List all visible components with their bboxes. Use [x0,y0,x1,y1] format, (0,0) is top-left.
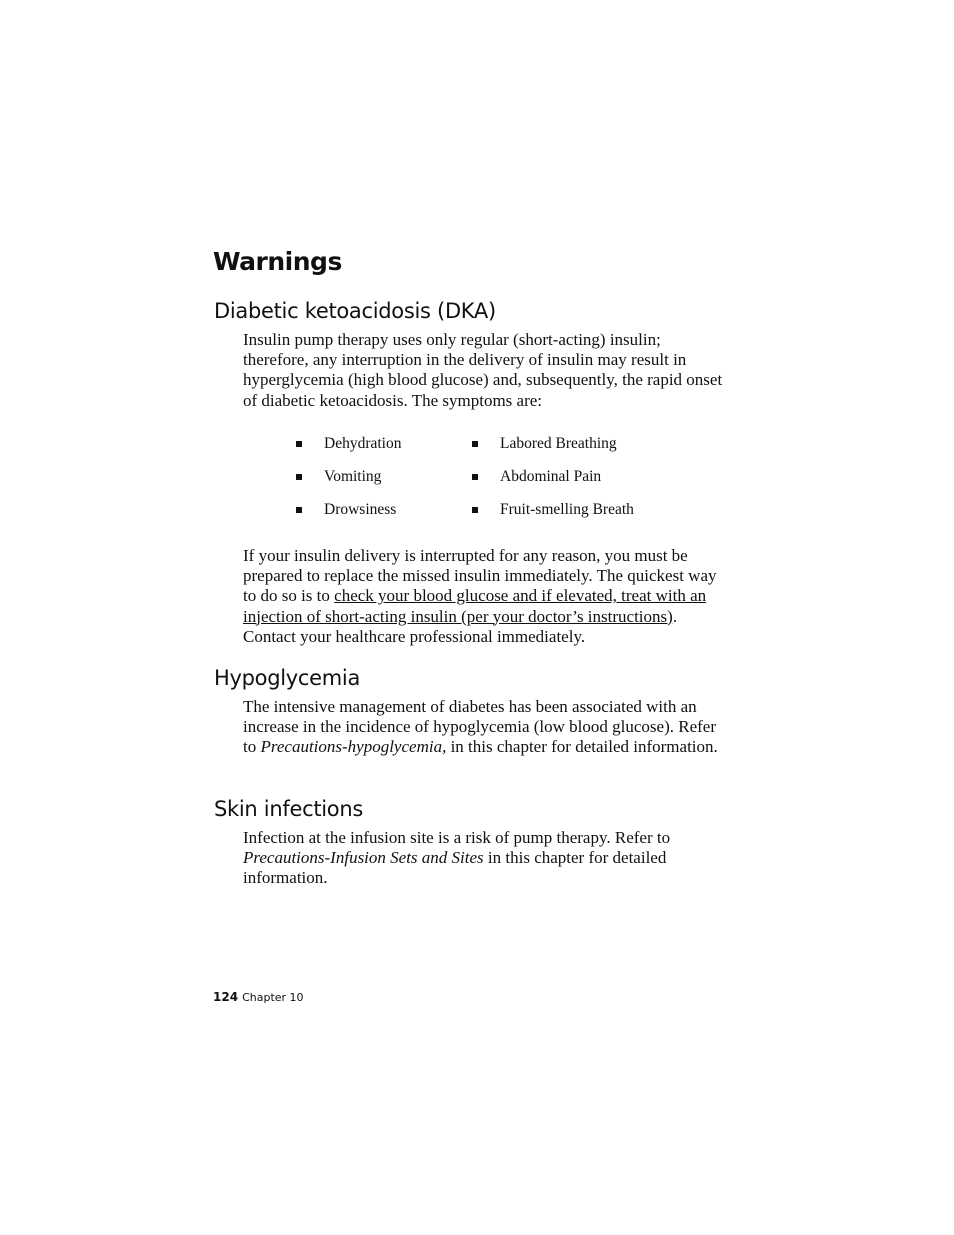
dka-followup-contact: . Contact your healthcare professional immediately. [243,606,678,646]
symptom-label: Fruit-smelling Breath [500,501,634,518]
symptom-label: Vomiting [324,468,382,485]
bullet-square-icon [472,441,478,447]
hypoglycemia-text: The intensive management of diabetes has been associated with an increase in the incidence of hypoglycemia (low blood glucose). Refer to [243,697,716,757]
bullet-square-icon [472,507,478,513]
chapter-label: Chapter 10 [242,991,304,1004]
bullet-square-icon [472,474,478,480]
section-heading-dka: Diabetic ketoacidosis (DKA) [214,299,496,323]
symptom-label: Labored Breathing [500,435,617,452]
skin-infections-reference: Precautions-Infusion Sets and Sites [243,848,484,868]
hypoglycemia-reference: Precautions-hypoglycemia, [260,737,447,757]
section-heading-skin-infections: Skin infections [214,797,363,821]
skin-infections-text-end: in this chapter for detailed information. [243,848,667,888]
page-title: Warnings [213,247,342,276]
section-heading-hypoglycemia: Hypoglycemia [214,666,361,690]
dka-treatment-instruction: check your blood glucose and if elevated, treat with an injection of short-acting insulin (per your doctor’s instructions) [243,586,707,626]
bullet-square-icon [296,474,302,480]
symptom-label: Drowsiness [324,501,397,518]
page-footer [213,989,304,1006]
skin-infections-text: Infection at the infusion site is a risk of pump therapy. Refer to [243,828,671,847]
page-number: 124 [213,990,239,1004]
symptom-label: Dehydration [324,435,402,452]
dka-intro-paragraph: Insulin pump therapy uses only regular (short-acting) insulin; therefore, any interruption in the delivery of insulin may result in hyperglycemia (high blood glucose) and, subsequently, the rapid onset of diabetic ketoacidosis. The symptoms are: [243,330,723,410]
bullet-square-icon [296,441,302,447]
bullet-square-icon [296,507,302,513]
symptom-label: Abdominal Pain [500,468,602,485]
dka-followup-text: If your insulin delivery is interrupted for any reason, you must be prepared to replace the missed insulin immediately. The quickest way to do so is to [243,546,717,606]
hypoglycemia-text-end: in this chapter for detailed information. [446,737,718,757]
hypoglycemia-paragraph [243,697,723,758]
skin-infections-paragraph [243,828,723,889]
dka-followup-paragraph [243,546,723,647]
